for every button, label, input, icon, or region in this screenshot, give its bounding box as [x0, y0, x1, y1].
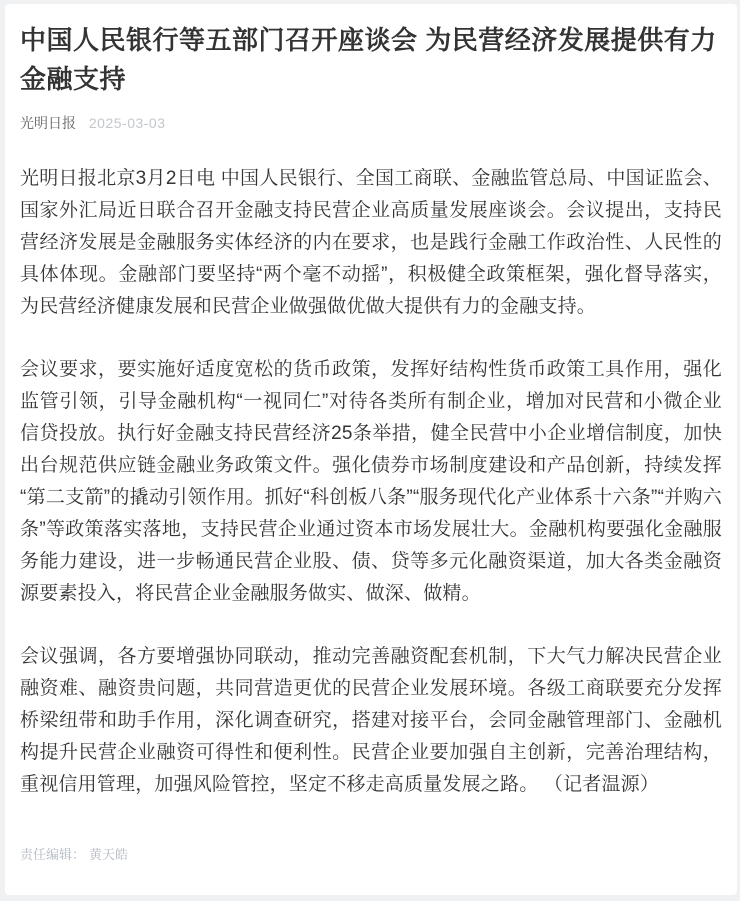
article-paragraph: 会议要求，要实施好适度宽松的货币政策，发挥好结构性货币政策工具作用，强化监管引领，引导金融机构“一视同仁”对待各类所有制企业，增加对民营和小微企业信贷投放。执行好金融支持民营经济25条举措，健全民营中小企业增信制度，加快出台规范供应链金融业务政策文件。强化债券市场制度建设和产品创新，持续发挥“第二支箭”的撬动引领作用。抓好“科创板八条”“服务现代化产业体系十六条”“并购六条”等政策落实落地，支持民营企业通过资本市场发展壮大。金融机构要强化金融服务能力建设，进一步畅通民营企业股、债、贷等多元化融资渠道，加大各类金融资源要素投入，将民营企业金融服务做实、做深、做精。: [20, 359, 722, 604]
article-paragraph: 光明日报北京3月2日电 中国人民银行、全国工商联、金融监管总局、中国证监会、国家外汇局近日联合召开金融支持民营企业高质量发展座谈会。会议提出，支持民营经济发展是金融服务实体经济的内在要求，也是践行金融工作政治性、人民性的具体体现。金融部门要坚持“两个毫不动摇”，积极健全政策框架，强化督导落实，为民营经济健康发展和民营企业做强做优做大提供有力的金融支持。: [20, 168, 722, 317]
editor-name: 黄天皓: [89, 847, 129, 862]
article-card: [5, 4, 737, 895]
editor-line: [20, 846, 722, 863]
editor-label: 责任编辑：: [20, 847, 86, 862]
source-name: 光明日报: [20, 115, 76, 131]
article-body: [20, 163, 722, 801]
article-paragraph: 会议强调，各方要增强协同联动，推动完善融资配套机制，下大气力解决民营企业融资难、融资贵问题，共同营造更优的民营企业发展环境。各级工商联要充分发挥桥梁纽带和助手作用，深化调查研究，搭建对接平台，会同金融管理部门、金融机构提升民营企业融资可得性和便利性。民营企业要加强自主创新，完善治理结构，重视信用管理，加强风险管控，坚定不移走高质量发展之路。 （记者温源）: [20, 646, 722, 795]
page-title: 中国人民银行等五部门召开座谈会 为民营经济发展提供有力金融支持: [20, 25, 717, 94]
byline: [20, 114, 722, 132]
publish-date: 2025-03-03: [88, 115, 166, 131]
